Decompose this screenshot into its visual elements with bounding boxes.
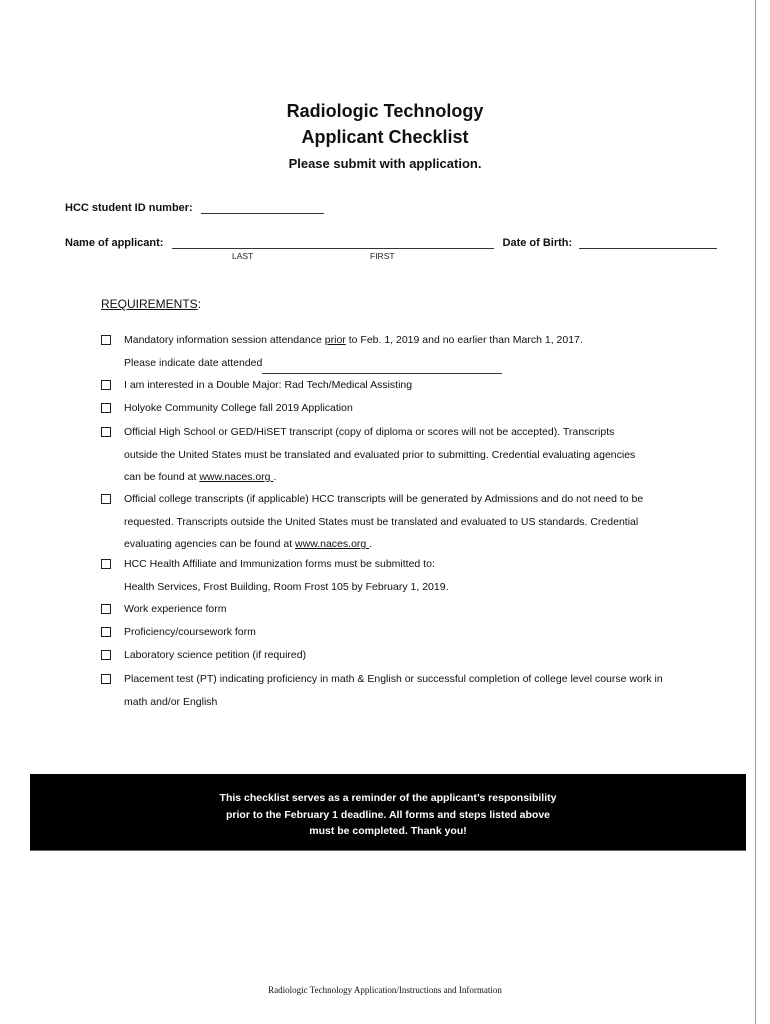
reminder-banner: This checklist serves as a reminder of the applicant’s responsibility prior to the February 1 deadline. All forms and steps listed above must be completed. Thank you! [30, 774, 746, 851]
checklist-item-double-major: I am interested in a Double Major: Rad Tech/Medical Assisting [101, 380, 721, 397]
checklist-item-application: Holyoke Community College fall 2019 Application [101, 403, 721, 420]
checkbox[interactable] [101, 674, 111, 684]
checklist-item-work-experience: Work experience form [101, 604, 721, 621]
checkbox[interactable] [101, 494, 111, 504]
checkbox[interactable] [101, 335, 111, 345]
checkbox[interactable] [101, 403, 111, 413]
applicant-name-label: Name of applicant: [65, 237, 164, 249]
page-subtitle: Please submit with application. [288, 156, 482, 171]
first-name-label: FIRST [370, 251, 395, 261]
checklist-item-hs-transcript: Official High School or GED/HiSET transcript (copy of diploma or scores will not be accepted). Transcripts outside the United States must be translated and evaluated prior to submitting. Credential evaluating agencies can be found at www.naces.org . [101, 427, 721, 489]
applicant-name-field[interactable] [172, 235, 494, 249]
checkbox[interactable] [101, 559, 111, 569]
checklist-item-college-transcript: Official college transcripts (if applicable) HCC transcripts will be generated by Admissions and do not need to be requested. Transcripts outside the United States must be translated and evaluated to US standards. Credential evaluating agencies can be found at www.naces.org . [101, 494, 721, 556]
dob-field[interactable] [579, 235, 717, 249]
checkbox[interactable] [101, 604, 111, 614]
banner-divider [30, 850, 746, 851]
checkbox[interactable] [101, 380, 111, 390]
page-title: Radiologic Technology [286, 101, 484, 121]
page-footer: Radiologic Technology Application/Instructions and Information [268, 985, 502, 995]
dob-label: Date of Birth: [502, 237, 573, 249]
checkbox[interactable] [101, 427, 111, 437]
checklist-item-proficiency: Proficiency/coursework form [101, 627, 721, 644]
checklist-item-health-forms: HCC Health Affiliate and Immunization forms must be submitted to: Health Services, Frost Building, Room Frost 105 by February 1, 2019. [101, 559, 721, 598]
naces-link[interactable]: www.naces.org [295, 538, 370, 550]
student-id-label: HCC student ID number: [65, 202, 193, 214]
applicant-name-row [65, 235, 717, 249]
page-title-line2: Applicant Checklist [301, 127, 469, 147]
checkbox[interactable] [101, 650, 111, 660]
checklist-item-lab-science: Laboratory science petition (if required) [101, 650, 721, 667]
title-block [0, 98, 770, 171]
naces-link[interactable]: www.naces.org [199, 471, 274, 483]
checkbox[interactable] [101, 627, 111, 637]
checklist-item-placement-test: Placement test (PT) indicating proficiency in math & English or successful completion of college level course work in math and/or English [101, 674, 721, 713]
date-attended-field[interactable] [262, 361, 502, 374]
student-id-field[interactable] [201, 200, 324, 214]
requirements-heading: REQUIREMENTS: [101, 297, 202, 311]
student-id-row [65, 200, 324, 214]
last-name-label: LAST [232, 251, 254, 261]
checklist-item-info-session: Mandatory information session attendance prior to Feb. 1, 2019 and no earlier than March 1, 2017. Please indicate date attended [101, 335, 721, 374]
